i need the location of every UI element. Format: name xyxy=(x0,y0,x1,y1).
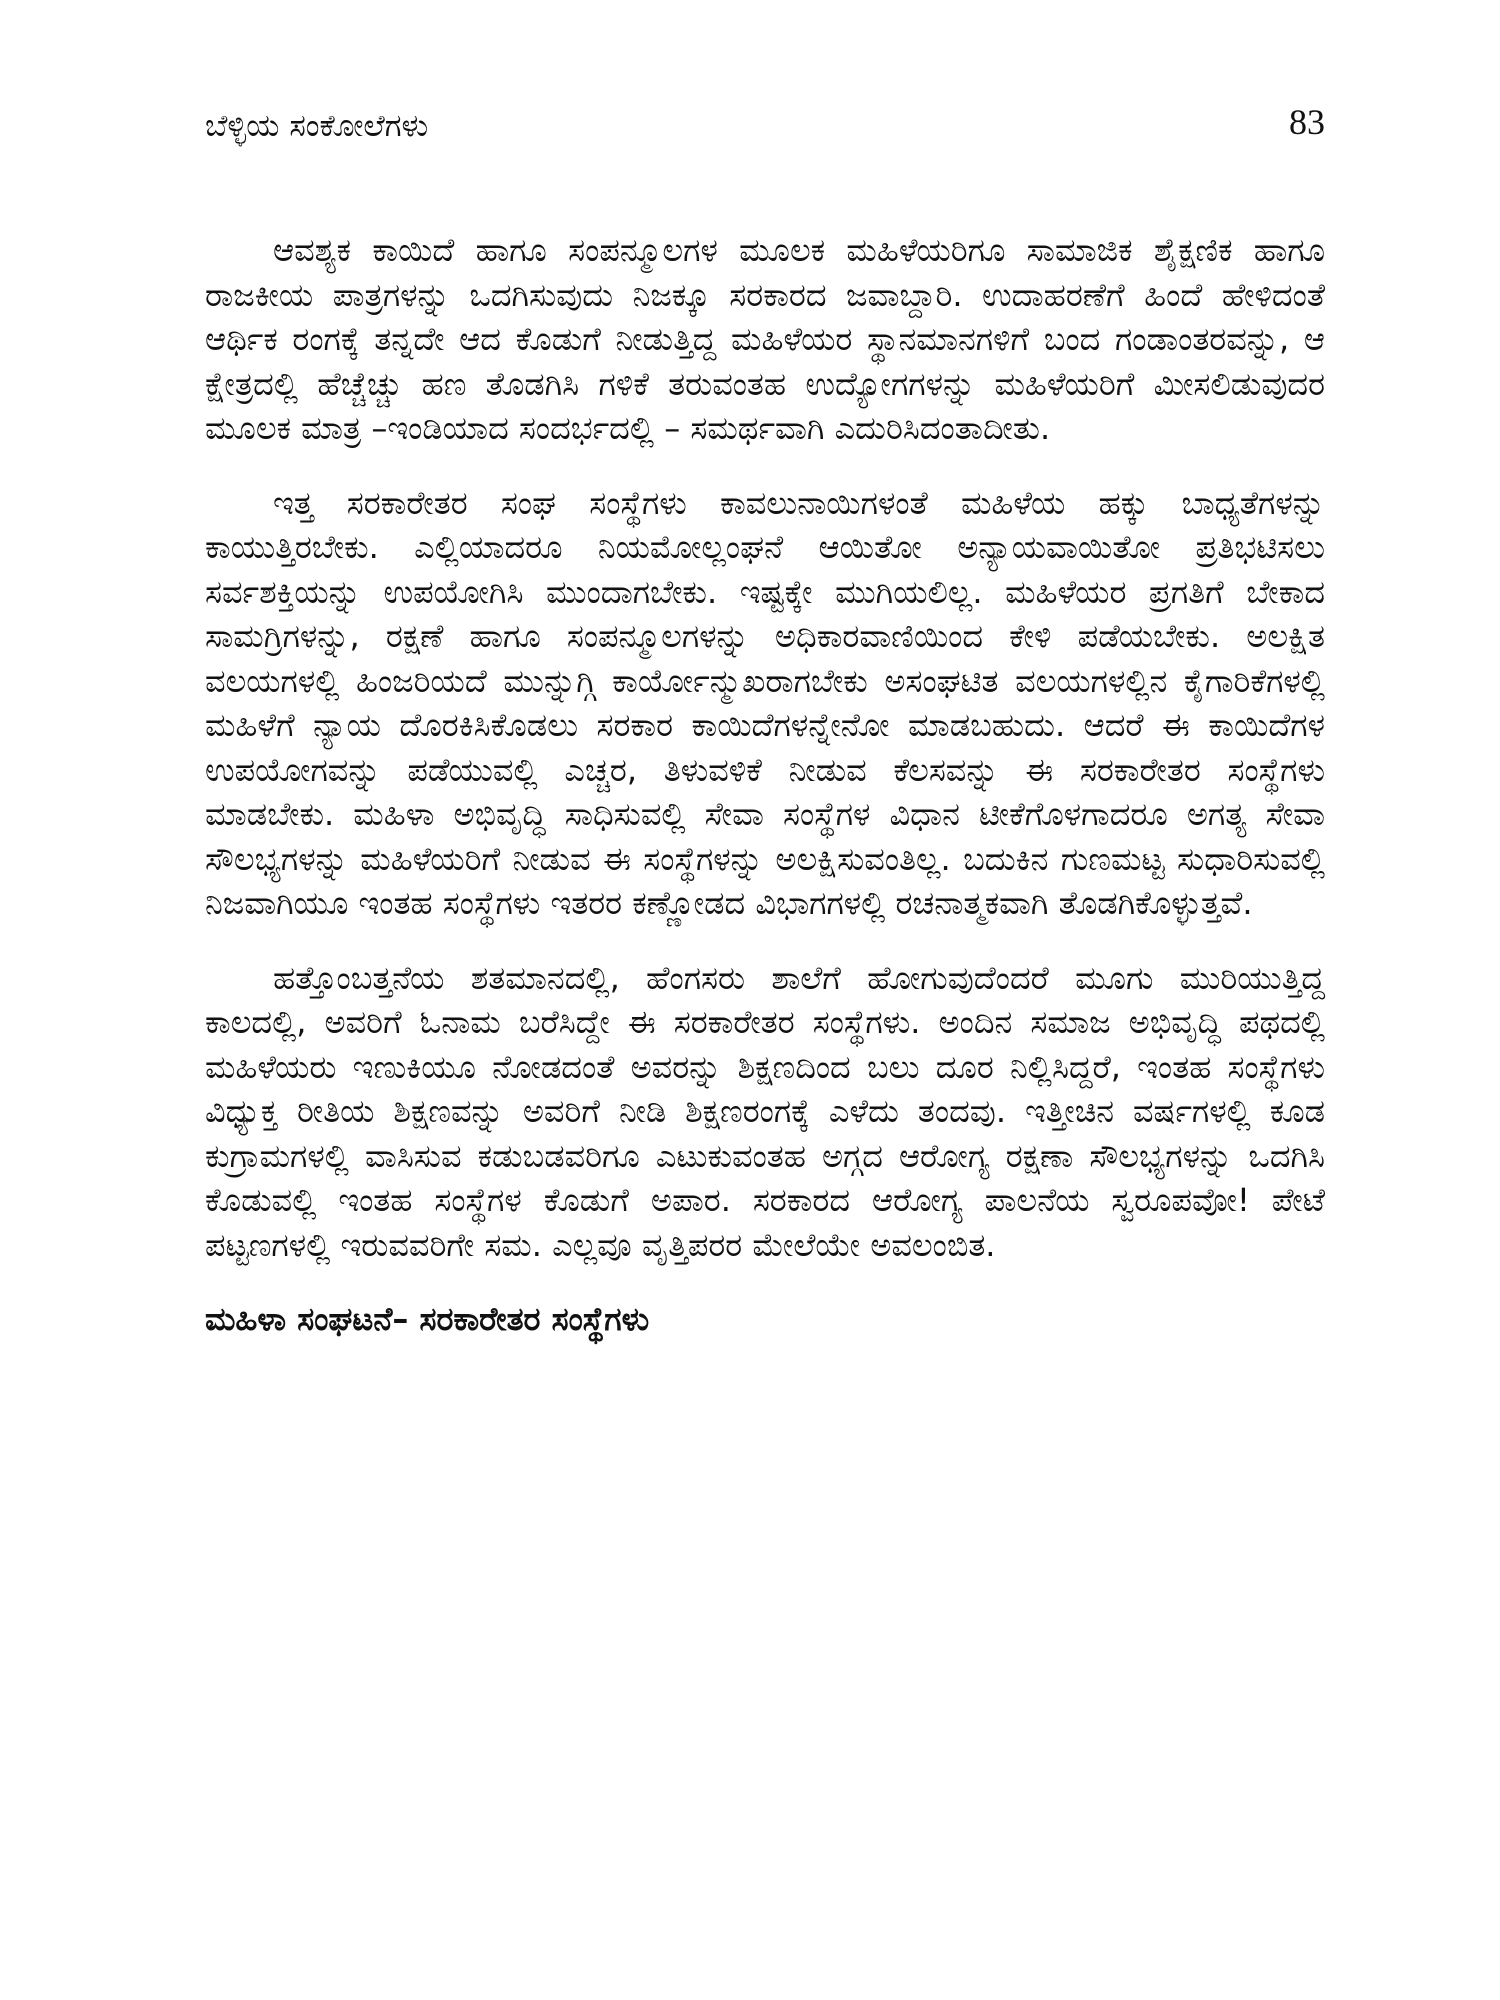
page-number: 83 xyxy=(1289,102,1325,142)
paragraph-3: ಹತ್ತೊಂಬತ್ತನೆಯ ಶತಮಾನದಲ್ಲಿ, ಹೆಂಗಸರು ಶಾಲೆಗೆ ಹೋಗುವುದೆಂದರೆ ಮೂಗು ಮುರಿಯುತ್ತಿದ್ದ ಕಾಲದಲ್ಲಿ, ಅವರಿಗೆ ಓನಾಮ ಬರೆಸಿದ್ದೇ ಈ ಸರಕಾರೇತರ ಸಂಸ್ಥೆಗಳು. ಅಂದಿನ ಸಮಾಜ ಅಭಿವೃದ್ಧಿ ಪಥದಲ್ಲಿ ಮಹಿಳೆಯರು ಇಣುಕಿಯೂ ನೋಡದಂತೆ ಅವರನ್ನು ಶಿಕ್ಷಣದಿಂದ ಬಲು ದೂರ ನಿಲ್ಲಿಸಿದ್ದರೆ, ಇಂತಹ ಸಂಸ್ಥೆಗಳು ವಿಧ್ಯುಕ್ತ ರೀತಿಯ ಶಿಕ್ಷಣವನ್ನು ಅವರಿಗೆ ನೀಡಿ ಶಿಕ್ಷಣರಂಗಕ್ಕೆ ಎಳೆದು ತಂದವು. ಇತ್ತೀಚಿನ ವರ್ಷಗಳಲ್ಲಿ ಕೂಡ ಕುಗ್ರಾಮಗಳಲ್ಲಿ ವಾಸಿಸುವ ಕಡುಬಡವರಿಗೂ ಎಟುಕುವಂತಹ ಅಗ್ಗದ ಆರೋಗ್ಯ ರಕ್ಷಣಾ ಸೌಲಭ್ಯಗಳನ್ನು ಒದಗಿಸಿ ಕೊಡುವಲ್ಲಿ ಇಂತಹ ಸಂಸ್ಥೆಗಳ ಕೊಡುಗೆ ಅಪಾರ. ಸರಕಾರದ ಆರೋಗ್ಯ ಪಾಲನೆಯ ಸ್ವರೂಪವೋ! ಪೇಟೆ ಪಟ್ಟಣಗಳಲ್ಲಿ ಇರುವವರಿಗೇ ಸಮ. ಎಲ್ಲವೂ ವೃತ್ತಿಪರರ ಮೇಲೆಯೇ ಅವಲಂಬಿತ. xyxy=(205,958,1325,1264)
paragraph-2: ಇತ್ತ ಸರಕಾರೇತರ ಸಂಘ ಸಂಸ್ಥೆಗಳು ಕಾವಲುನಾಯಿಗಳಂತೆ ಮಹಿಳೆಯ ಹಕ್ಕು ಬಾಧ್ಯತೆಗಳನ್ನು ಕಾಯುತ್ತಿರಬೇಕು. ಎಲ್ಲಿಯಾದರೂ ನಿಯಮೋಲ್ಲಂಘನೆ ಆಯಿತೋ ಅನ್ಯಾಯವಾಯಿತೋ ಪ್ರತಿಭಟಿಸಲು ಸರ್ವಶಕ್ತಿಯನ್ನು ಉಪಯೋಗಿಸಿ ಮುಂದಾಗಬೇಕು. ಇಷ್ಟಕ್ಕೇ ಮುಗಿಯಲಿಲ್ಲ. ಮಹಿಳೆಯರ ಪ್ರಗತಿಗೆ ಬೇಕಾದ ಸಾಮಗ್ರಿಗಳನ್ನು, ರಕ್ಷಣೆ ಹಾಗೂ ಸಂಪನ್ಮೂಲಗಳನ್ನು ಅಧಿಕಾರವಾಣಿಯಿಂದ ಕೇಳಿ ಪಡೆಯಬೇಕು. ಅಲಕ್ಷಿತ ವಲಯಗಳಲ್ಲಿ ಹಿಂಜರಿಯದೆ ಮುನ್ನುಗ್ಗಿ ಕಾರ್ಯೋನ್ಮುಖರಾಗಬೇಕು ಅಸಂಘಟಿತ ವಲಯಗಳಲ್ಲಿನ ಕೈಗಾರಿಕೆಗಳಲ್ಲಿ ಮಹಿಳೆಗೆ ನ್ಯಾಯ ದೊರಕಿಸಿಕೊಡಲು ಸರಕಾರ ಕಾಯಿದೆಗಳನ್ನೇನೋ ಮಾಡಬಹುದು. ಆದರೆ ಈ ಕಾಯಿದೆಗಳ ಉಪಯೋಗವನ್ನು ಪಡೆಯುವಲ್ಲಿ ಎಚ್ಚರ, ತಿಳುವಳಿಕೆ ನೀಡುವ ಕೆಲಸವನ್ನು ಈ ಸರಕಾರೇತರ ಸಂಸ್ಥೆಗಳು ಮಾಡಬೇಕು. ಮಹಿಳಾ ಅಭಿವೃದ್ಧಿ ಸಾಧಿಸುವಲ್ಲಿ ಸೇವಾ ಸಂಸ್ಥೆಗಳ ವಿಧಾನ ಟೀಕೆಗೊಳಗಾದರೂ ಅಗತ್ಯ ಸೇವಾ ಸೌಲಭ್ಯಗಳನ್ನು ಮಹಿಳೆಯರಿಗೆ ನೀಡುವ ಈ ಸಂಸ್ಥೆಗಳನ್ನು ಅಲಕ್ಷಿಸುವಂತಿಲ್ಲ. ಬದುಕಿನ ಗುಣಮಟ್ಟ ಸುಧಾರಿಸುವಲ್ಲಿ ನಿಜವಾಗಿಯೂ ಇಂತಹ ಸಂಸ್ಥೆಗಳು ಇತರರ ಕಣ್ಣೋಡದ ವಿಭಾಗಗಳಲ್ಲಿ ರಚನಾತ್ಮಕವಾಗಿ ತೊಡಗಿಕೊಳ್ಳುತ್ತವೆ. xyxy=(205,483,1325,922)
running-title: ಬೆಳ್ಳಿಯ ಸಂಕೋಲೆಗಳು xyxy=(205,108,429,144)
section-subheading: ಮಹಿಳಾ ಸಂಘಟನೆ– ಸರಕಾರೇತರ ಸಂಸ್ಥೆಗಳು xyxy=(205,1300,650,1338)
running-head xyxy=(205,100,1325,160)
paragraph-1: ಆವಶ್ಯಕ ಕಾಯಿದೆ ಹಾಗೂ ಸಂಪನ್ಮೂಲಗಳ ಮೂಲಕ ಮಹಿಳೆಯರಿಗೂ ಸಾಮಾಜಿಕ ಶೈಕ್ಷಣಿಕ ಹಾಗೂ ರಾಜಕೀಯ ಪಾತ್ರಗಳನ್ನು ಒದಗಿಸುವುದು ನಿಜಕ್ಕೂ ಸರಕಾರದ ಜವಾಬ್ದಾರಿ. ಉದಾಹರಣೆಗೆ ಹಿಂದೆ ಹೇಳಿದಂತೆ ಆರ್ಥಿಕ ರಂಗಕ್ಕೆ ತನ್ನದೇ ಆದ ಕೊಡುಗೆ ನೀಡುತ್ತಿದ್ದ ಮಹಿಳೆಯರ ಸ್ಥಾನಮಾನಗಳಿಗೆ ಬಂದ ಗಂಡಾಂತರವನ್ನು, ಆ ಕ್ಷೇತ್ರದಲ್ಲಿ ಹೆಚ್ಚೆಚ್ಚು ಹಣ ತೊಡಗಿಸಿ ಗಳಿಕೆ ತರುವಂತಹ ಉದ್ಯೋಗಗಳನ್ನು ಮಹಿಳೆಯರಿಗೆ ಮೀಸಲಿಡುವುದರ ಮೂಲಕ ಮಾತ್ರ –ಇಂಡಿಯಾದ ಸಂದರ್ಭದಲ್ಲಿ – ಸಮರ್ಥವಾಗಿ ಎದುರಿಸಿದಂತಾದೀತು. xyxy=(205,231,1325,447)
body-text xyxy=(205,228,1325,1341)
